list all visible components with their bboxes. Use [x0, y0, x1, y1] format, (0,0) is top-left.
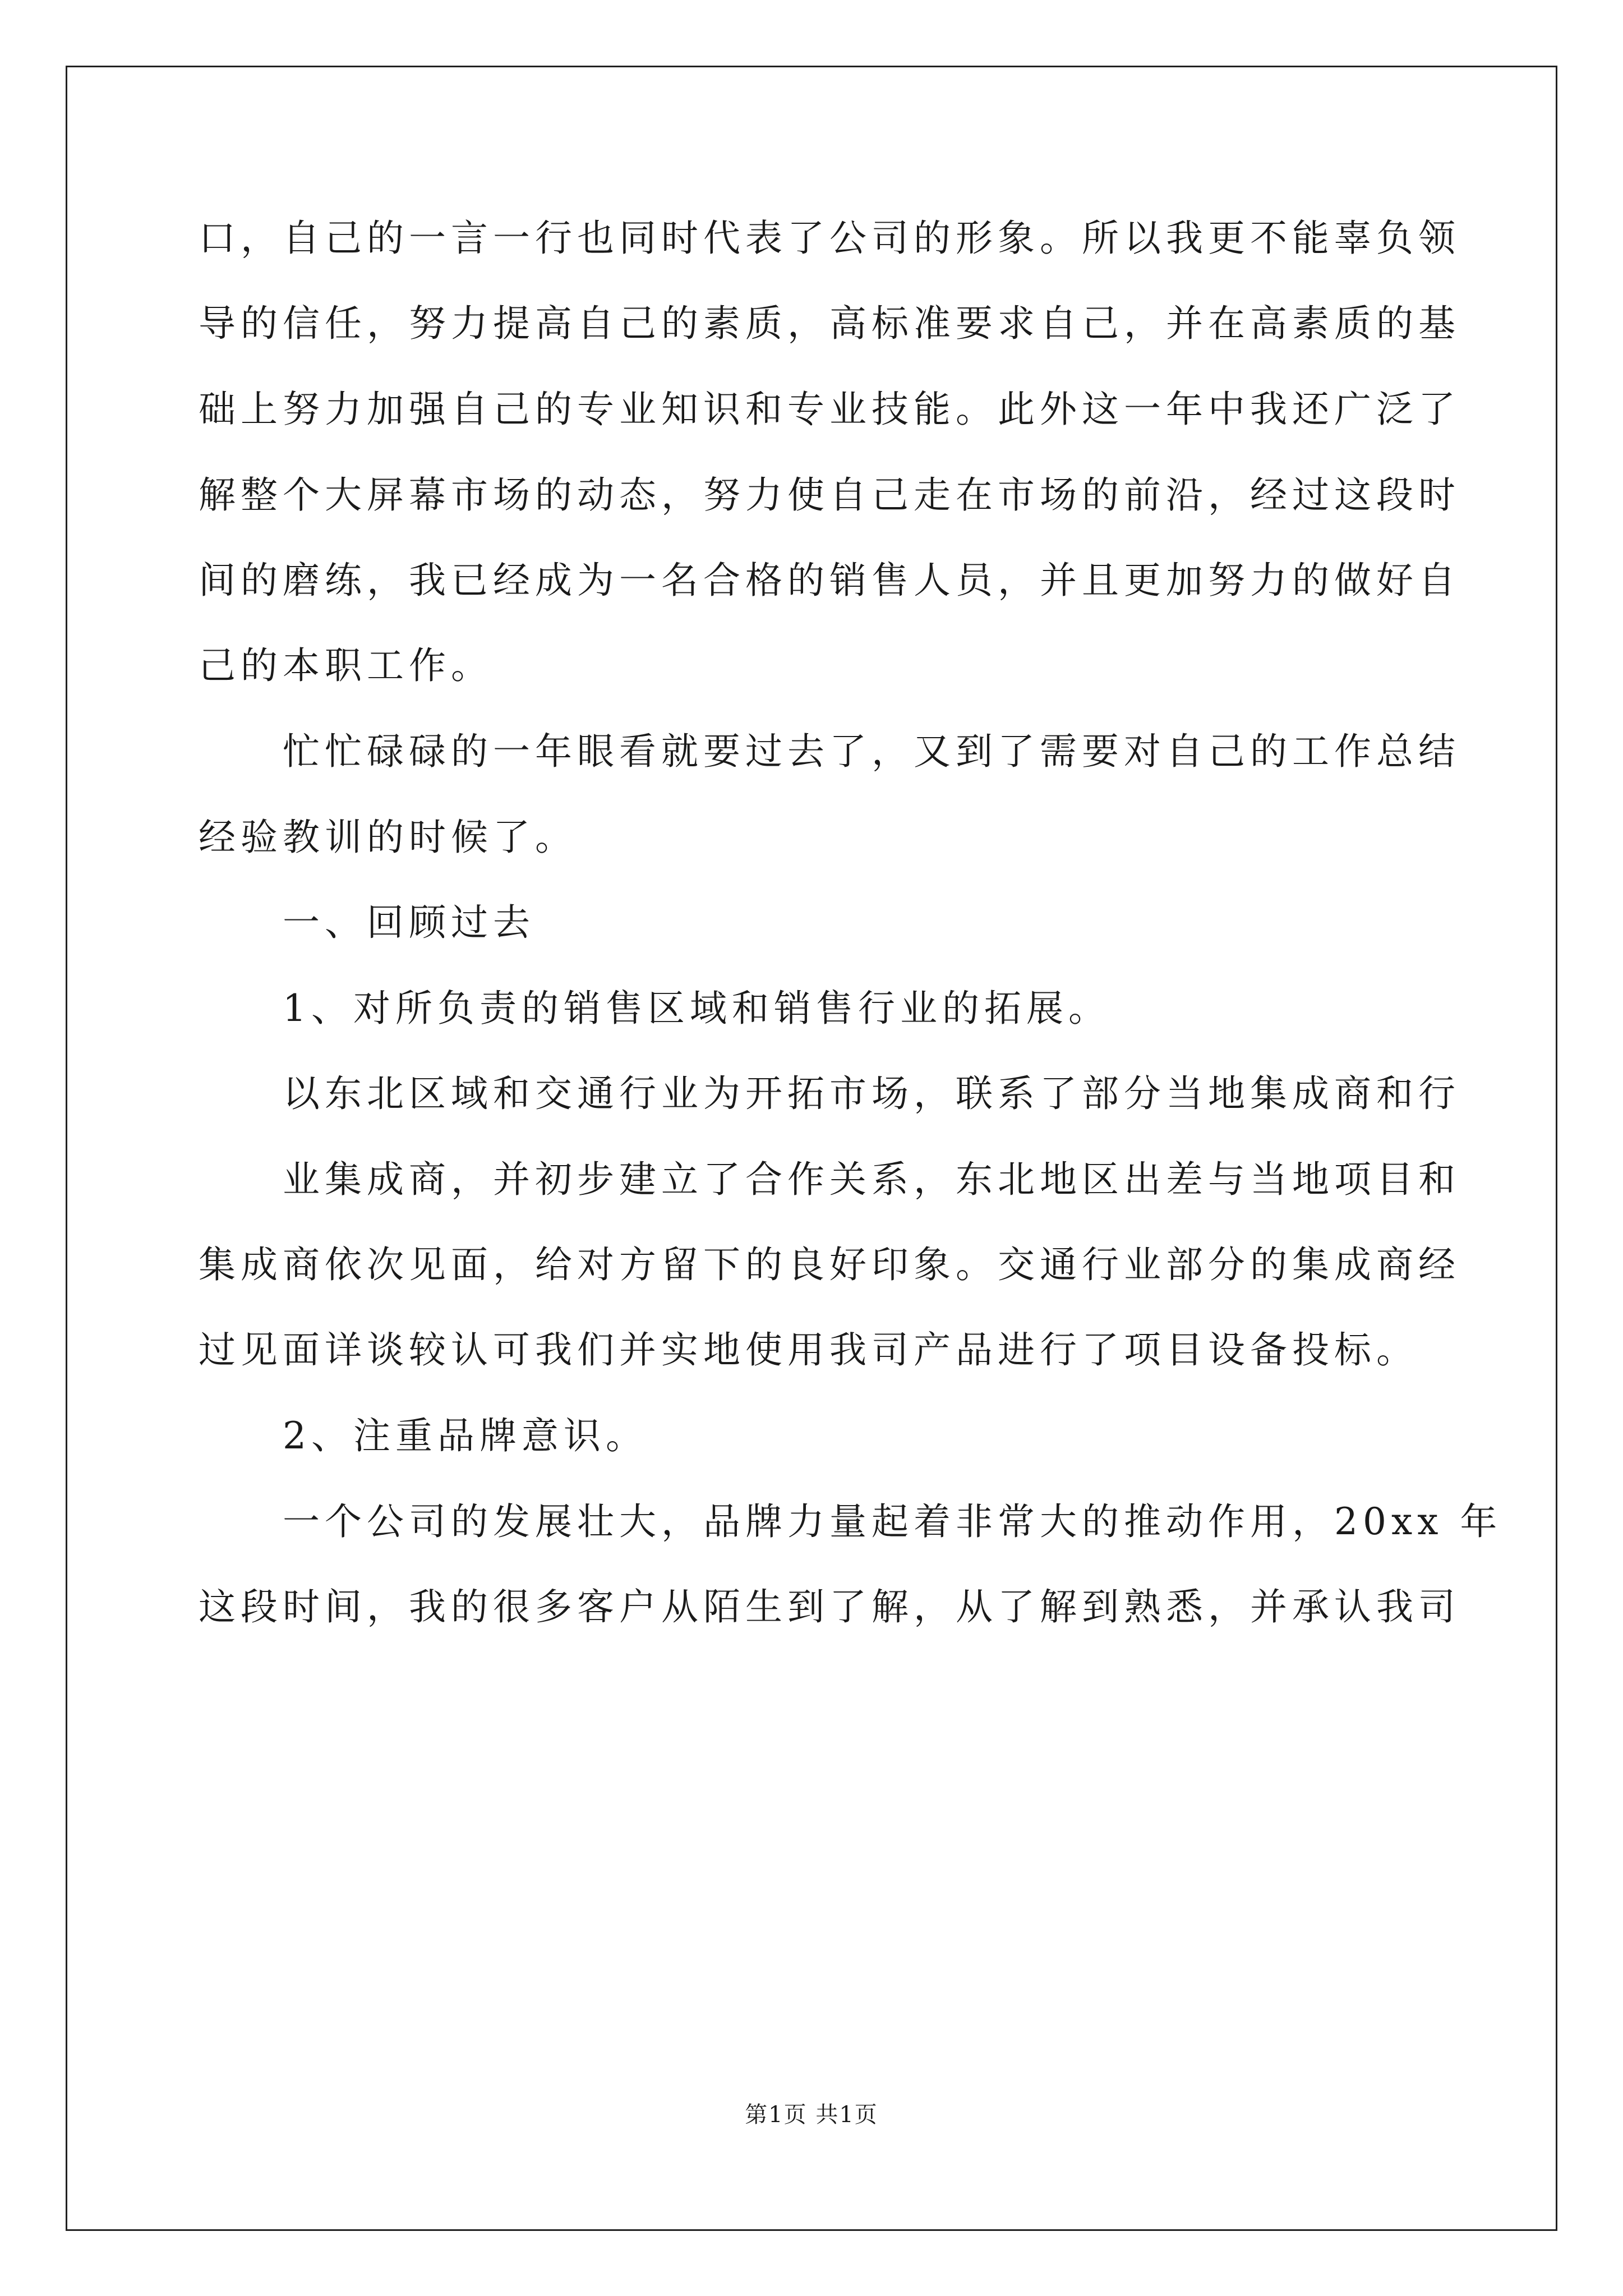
text-line: 业集成商，并初步建立了合作关系，东北地区出差与当地项目和 [283, 1158, 1460, 1201]
page-footer: 第1页 共1页 [745, 2102, 878, 2128]
text-line: 过见面详谈较认可我们并实地使用我司产品进行了项目设备投标。 [199, 1328, 1418, 1372]
text-line: 经验教训的时候了。 [199, 816, 577, 859]
text-line: 口，自己的一言一行也同时代表了公司的形象。所以我更不能辜负领 [199, 217, 1460, 260]
text-line: 一个公司的发展壮大，品牌力量起着非常大的推动作用，20xx 年 [283, 1500, 1502, 1543]
text-line: 间的磨练，我已经成为一名合格的销售人员，并且更加努力的做好自 [199, 559, 1460, 602]
subsection-heading: 1、对所负责的销售区域和销售行业的拓展。 [283, 987, 1110, 1030]
text-line: 以东北区域和交通行业为开拓市场，联系了部分当地集成商和行 [283, 1072, 1460, 1115]
text-line: 这段时间，我的很多客户从陌生到了解，从了解到熟悉，并承认我司 [199, 1585, 1460, 1628]
text-line: 导的信任，努力提高自己的素质，高标准要求自己，并在高素质的基 [199, 302, 1460, 345]
text-line: 础上努力加强自己的专业知识和专业技能。此外这一年中我还广泛了 [199, 388, 1460, 431]
text-line: 集成商依次见面，给对方留下的良好印象。交通行业部分的集成商经 [199, 1243, 1460, 1286]
section-heading: 一、回顾过去 [283, 901, 535, 944]
text-line: 忙忙碌碌的一年眼看就要过去了，又到了需要对自己的工作总结 [283, 730, 1460, 773]
text-line: 己的本职工作。 [199, 644, 493, 687]
subsection-heading: 2、注重品牌意识。 [283, 1414, 648, 1457]
text-line: 解整个大屏幕市场的动态，努力使自己走在市场的前沿，经过这段时 [199, 473, 1460, 517]
